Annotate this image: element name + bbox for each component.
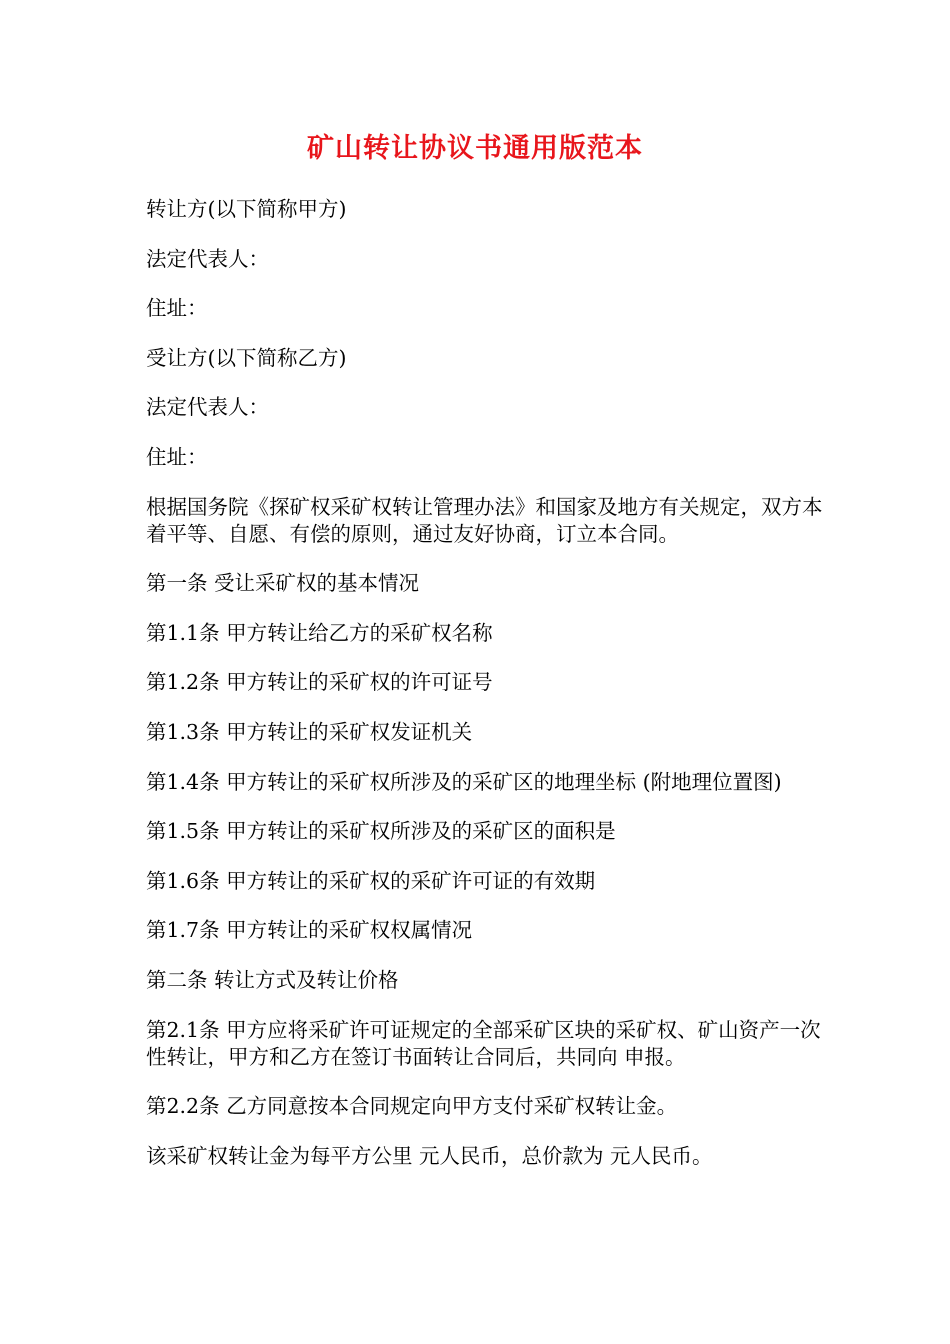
clause-1-2: 第1.2条 甲方转让的采矿权的许可证号	[146, 670, 493, 695]
document-body	[146, 196, 826, 1192]
article-1-heading: 第一条 受让采矿权的基本情况	[146, 571, 420, 596]
paragraph-transferee: 受让方(以下简称乙方)	[146, 345, 347, 370]
clause-1-3: 第1.3条 甲方转让的采矿权发证机关	[146, 719, 473, 744]
paragraph-transferor-address: 住址：	[146, 296, 208, 321]
paragraph-transferee-address: 住址：	[146, 444, 208, 469]
article-2-heading: 第二条 转让方式及转让价格	[146, 967, 399, 992]
clause-2-1: 第2.1条 甲方应将采矿许可证规定的全部采矿区块的采矿权、矿山资产一次性转让，甲方和乙方在签订书面转让合同后，共同向 申报。	[146, 1017, 821, 1069]
clause-1-5: 第1.5条 甲方转让的采矿权所涉及的采矿区的面积是	[146, 819, 616, 844]
paragraph-preamble: 根据国务院《探矿权采矿权转让管理办法》和国家及地方有关规定，双方本着平等、自愿、有偿的原则，通过友好协商，订立本合同。	[146, 494, 823, 546]
clause-1-1: 第1.1条 甲方转让给乙方的采矿权名称	[146, 620, 493, 645]
clause-1-4: 第1.4条 甲方转让的采矿权所涉及的采矿区的地理坐标 (附地理位置图)	[146, 769, 782, 794]
paragraph-transfer-fee: 该采矿权转让金为每平方公里 元人民币，总价款为 元人民币。	[146, 1143, 713, 1168]
paragraph-transferor: 转让方(以下简称甲方)	[146, 197, 347, 221]
clause-1-6: 第1.6条 甲方转让的采矿权的采矿许可证的有效期	[146, 868, 596, 893]
clause-1-7: 第1.7条 甲方转让的采矿权权属情况	[146, 918, 473, 943]
paragraph-transferor-legal-rep: 法定代表人：	[146, 246, 269, 271]
paragraph-transferee-legal-rep: 法定代表人：	[146, 395, 269, 420]
document-title: 矿山转让协议书通用版范本	[307, 133, 643, 164]
clause-2-2: 第2.2条 乙方同意按本合同规定向甲方支付采矿权转让金。	[146, 1094, 678, 1119]
